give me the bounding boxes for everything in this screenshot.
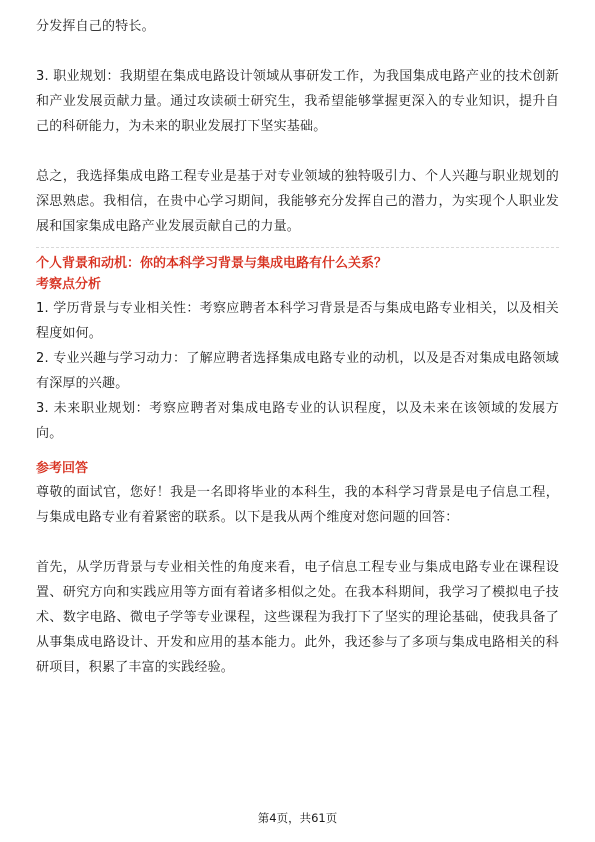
answer-paragraph: 首先，从学历背景与专业相关性的角度来看，电子信息工程专业与集成电路专业在课程设置、研究方向和实践应用等方面有着诸多相似之处。在我本科期间，我学习了模拟电子技术、数字电路、微电子学等专业课程，这些课程为我打下了坚实的理论基础，使我具备了从事集成电路设计、开发和应用的基本能力。此外，我还参与了多项与集成电路相关的科研项目，积累了丰富的实践经验。: [36, 560, 559, 675]
document-page: [36, 14, 559, 680]
page-footer: 第4页，共61页: [257, 811, 338, 825]
analysis-item: 2. 专业兴趣与学习动力：了解应聘者选择集成电路专业的动机，以及是否对集成电路领域有深厚的兴趣。: [36, 351, 559, 391]
conclusion-paragraph: 总之，我选择集成电路工程专业是基于对专业领域的独特吸引力、个人兴趣与职业规划的深思熟虑。我相信，在贵中心学习期间，我能够充分发挥自己的潜力，为实现个人职业发展和国家集成电路产业发展贡献自己的力量。: [36, 169, 559, 234]
analysis-label: 考察点分析: [36, 277, 102, 292]
answer-paragraph: 尊敬的面试官，您好！我是一名即将毕业的本科生，我的本科学习背景是电子信息工程，与集成电路专业有着紧密的联系。以下是我从两个维度对您问题的回答：: [36, 485, 559, 525]
question-heading: 个人背景和动机：你的本科学习背景与集成电路有什么关系？: [36, 256, 388, 271]
analysis-item: 3. 未来职业规划：考察应聘者对集成电路专业的认识程度，以及未来在该领域的发展方向。: [36, 401, 559, 441]
career-plan-paragraph: 3. 职业规划：我期望在集成电路设计领域从事研发工作，为我国集成电路产业的技术创新和产业发展贡献力量。通过攻读硕士研究生，我希望能够掌握更深入的专业知识，提升自己的科研能力，为未来的职业发展打下坚实基础。: [36, 69, 559, 134]
answer-label: 参考回答: [36, 461, 89, 476]
analysis-item: 1. 学历背景与专业相关性：考察应聘者本科学习背景是否与集成电路专业相关，以及相关程度如何。: [36, 301, 559, 341]
intro-tail-paragraph: 分发挥自己的特长。: [36, 19, 155, 34]
